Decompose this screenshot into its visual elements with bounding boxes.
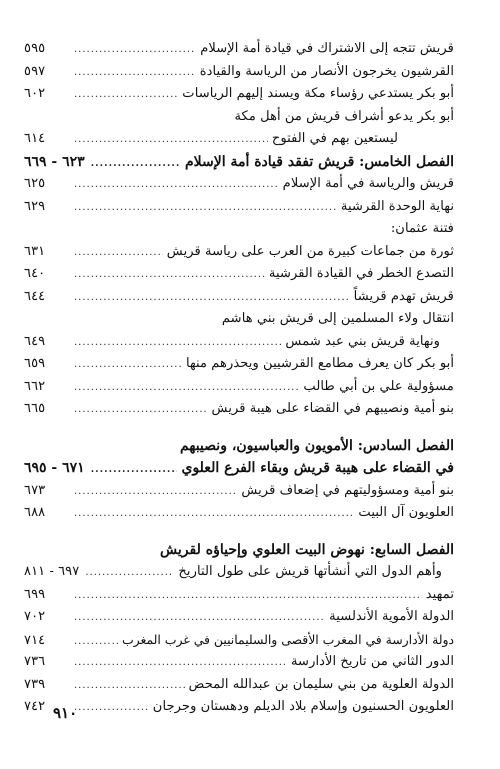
toc-entry: [24, 286, 454, 309]
toc-entry-title: بنو أمية ونصيبهم في القضاء على هيبة قريش: [211, 401, 454, 416]
toc-entry-page: ٧٠٢: [24, 609, 46, 624]
dot-leader: [91, 153, 181, 176]
toc-entry-title: مسؤولية علي بن أبي طالب: [303, 378, 454, 394]
dot-leader: [74, 481, 237, 504]
chapter-heading: [24, 457, 454, 480]
toc-entry-title: فتنة عثمان:: [390, 221, 454, 236]
toc-entry: [24, 106, 454, 129]
toc-entry: [24, 502, 454, 525]
toc-entry: [24, 128, 454, 151]
toc-entry-title: قريش تتجه إلى الاشتراك في قيادة أمة الإسلام: [200, 41, 454, 56]
toc-entry-page: ٧٤٢: [24, 699, 46, 714]
dot-leader: [74, 399, 208, 422]
toc-entry: [24, 241, 454, 264]
toc-entry-page: ٦٢٥: [24, 176, 46, 191]
chapter-heading: [24, 151, 454, 174]
dot-leader: [91, 459, 178, 482]
toc-entry: [24, 480, 454, 503]
dot-leader: [74, 697, 149, 720]
toc-entry-title: ليستعين بهم في الفتوح: [271, 131, 398, 146]
dot-leader: [74, 129, 268, 152]
dot-leader: [74, 607, 325, 630]
toc-entry: [24, 353, 454, 376]
toc-entry: [24, 674, 454, 697]
dot-leader: [74, 62, 196, 85]
toc-entry: [24, 218, 454, 241]
dot-leader: [74, 39, 196, 62]
toc-entry-title: العلويون آل البيت: [358, 505, 454, 520]
dot-leader: [74, 631, 118, 654]
dot-leader: [74, 287, 350, 310]
toc-entry-page: ٦٤٤: [24, 288, 46, 304]
toc-entry: [24, 331, 454, 354]
dot-leader: [74, 675, 185, 698]
dot-leader: [74, 652, 287, 675]
toc-entry-page: ٦٩٩: [24, 586, 46, 602]
spacer: [24, 421, 454, 435]
toc-entry-page: ٧٣٩: [24, 676, 46, 692]
toc-entry-page: ٦٦٢: [24, 378, 46, 394]
toc-entry-title: قريش والرياسة في أمة الإسلام: [282, 176, 454, 191]
toc-entry-page: ٥٩٧: [24, 63, 46, 79]
toc-entry-page: ٦٩٧ - ٨١١: [24, 564, 80, 579]
toc-entry: [24, 173, 454, 196]
dot-leader: [74, 354, 182, 377]
chapter-heading: [24, 539, 454, 562]
spacer: [24, 525, 454, 539]
toc-entry: [24, 651, 454, 674]
dot-leader: [74, 264, 265, 287]
chapter-title: الفصل السادس: الأمويون والعباسيون، ونصيبهم: [179, 437, 454, 454]
toc-entry: [24, 263, 454, 286]
toc-entry-page: ٦١٤: [24, 131, 46, 146]
toc-entry-page: ٦٦٥: [24, 401, 46, 416]
chapter-title: الفصل السابع: نهوض البيت العلوي وإحياؤه لقريش: [160, 541, 454, 558]
toc-entry-title: التصدع الخطر في القيادة القرشية: [268, 266, 454, 281]
toc-entry: [24, 196, 454, 219]
toc-entry-title: الدور الثاني من تاريخ الأدارسة: [290, 654, 454, 669]
dot-leader: [74, 242, 163, 265]
dot-leader: [85, 562, 174, 585]
toc-entry: [24, 584, 454, 607]
toc-entry-page: ٦٥٩: [24, 356, 46, 371]
chapter-title: الفصل الخامس: قريش تفقد قيادة أمة الإسلام: [184, 153, 454, 170]
toc-entry-page: ٦٣١: [24, 243, 46, 259]
dot-leader: [74, 585, 422, 608]
toc-entry-title: ثورة من جماعات كبيرة من العرب على رياسة قريش: [166, 243, 454, 259]
toc-entry-title: انتقال ولاء المسلمين إلى قريش بني هاشم: [221, 311, 454, 326]
toc-entry-title: الدولة العلوية من بني سليمان بن عبدالله المحض: [188, 676, 454, 692]
chapter-page-range: ٦٧١ - ٦٩٥: [24, 460, 85, 476]
toc-entry: [24, 61, 454, 84]
toc-entry-title: أبو بكر يدعو أشراف قريش من أهل مكة: [234, 108, 454, 124]
toc-entry: [24, 376, 454, 399]
toc-entry-page: ٦٠٢: [24, 86, 46, 101]
toc-entry-title: بنو أمية ومسؤوليتهم في إضعاف قريش: [241, 482, 454, 498]
toc-entry: [24, 308, 454, 331]
toc-entry-title: القرشيون يخرجون الأنصار من الرياسة والقيادة: [199, 63, 454, 79]
chapter-page-range: ٦٢٣ - ٦٦٩: [24, 153, 85, 170]
toc-entry-page: ٦٤٩: [24, 333, 46, 349]
dot-leader: [74, 332, 281, 355]
chapter-title: في القضاء على هيبة قريش وبقاء الفرع العلوي: [181, 460, 454, 476]
toc-entry-title: ونهاية قريش بني عبد شمس: [285, 333, 440, 349]
toc-entry: [24, 561, 454, 584]
dot-leader: [74, 197, 337, 220]
dot-leader: [74, 377, 299, 400]
toc-entry: [24, 629, 454, 652]
toc-entry-title: الدولة الأموية الأندلسية: [329, 609, 454, 624]
toc-entry: [24, 606, 454, 629]
toc-entry-page: ٦٧٣: [24, 482, 46, 498]
toc-entry-title: نهاية الوحدة القرشية: [340, 198, 454, 214]
toc-entry: [24, 38, 454, 61]
table-of-contents: [24, 38, 454, 719]
toc-entry-title: وأهم الدول التي أنشأتها قريش على طول التاريخ: [178, 564, 442, 579]
page-number: ٩١٠: [53, 704, 78, 722]
toc-entry: [24, 696, 454, 719]
toc-entry-page: ٦٤٠: [24, 266, 46, 281]
toc-entry-title: العلويون الحسنيون وإسلام بلاد الديلم ودهستان وجرجان: [152, 699, 454, 714]
dot-leader: [74, 174, 279, 197]
toc-entry-page: ٦٨٨: [24, 505, 46, 520]
toc-entry-page: ٧٣٦: [24, 654, 46, 669]
toc-entry-page: ٦٢٩: [24, 198, 46, 214]
dot-leader: [74, 503, 354, 526]
toc-entry-title: تمهيد: [425, 586, 454, 602]
toc-entry-title: أبو بكر يستدعي رؤساء مكة ويسند إليهم الرياسات: [182, 86, 454, 101]
toc-entry: [24, 398, 454, 421]
toc-entry-title: قريش تهدم قريشاً: [353, 288, 454, 304]
toc-entry-page: ٥٩٥: [24, 41, 46, 56]
dot-leader: [74, 84, 178, 107]
toc-entry-page: ٧١٤: [24, 632, 46, 648]
toc-entry-title: دولة الأدارسة في المغرب الأقصى والسليمانيين في غرب المغرب: [121, 631, 454, 647]
toc-entry: [24, 83, 454, 106]
toc-entry-title: أبو بكر كان يعرف مطامع القرشيين ويحذرهم منها: [185, 356, 454, 371]
chapter-heading: [24, 435, 454, 458]
